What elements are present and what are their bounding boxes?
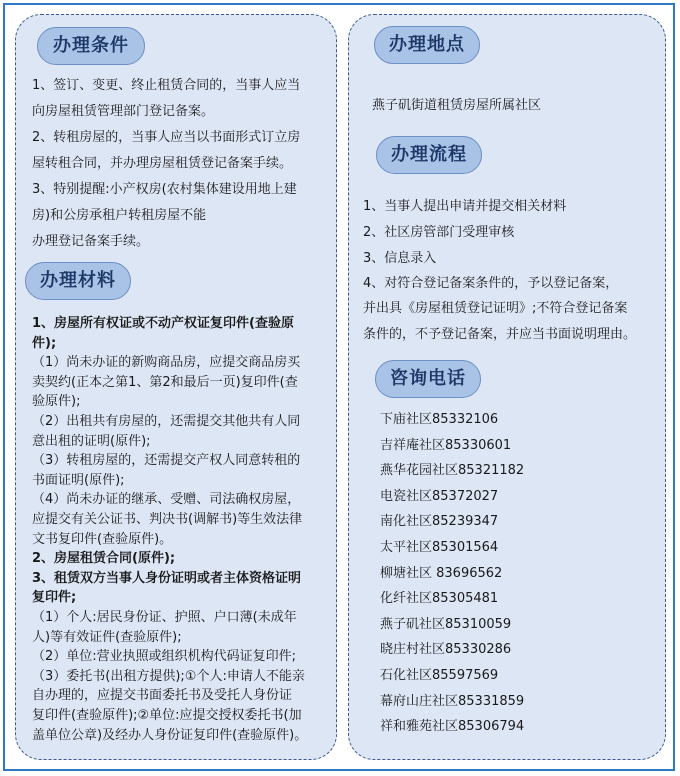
materials-line: 复印件; (32, 590, 77, 606)
phone-item: 电瓷社区85372027 (380, 488, 499, 504)
conditions-line: 办理登记备案手续。 (32, 234, 150, 249)
process-line: 并出具《房屋租赁登记证明》;不符合登记备案 (363, 301, 628, 316)
materials-line: 卖契约(正本之第1、第2和最后一页)复印件(查 (32, 374, 298, 390)
materials-line: 自办理的，应提交书面委托书及受托人身份证 (32, 688, 293, 704)
phone-item: 吉祥庵社区85330601 (380, 437, 512, 453)
process-line: 4、对符合登记备案条件的，予以登记备案， (363, 276, 619, 291)
phone-item: 燕华花园社区85321182 (380, 463, 525, 479)
materials-heading: 办理材料 (25, 262, 131, 300)
materials-line: 意出租的证明(原件); (32, 433, 151, 449)
phones-heading: 咨询电话 (375, 360, 481, 398)
phone-item: 晓庄村社区85330286 (380, 642, 512, 658)
phone-item: 石化社区85597569 (380, 668, 499, 683)
materials-line: （4）尚未办证的继承、受赠、司法确权房屋， (32, 492, 301, 508)
conditions-heading: 办理条件 (37, 27, 145, 65)
materials-line: （2）出租共有房屋的，还需提交其他共有人同 (32, 414, 301, 429)
conditions-line: 房)和公房承租户转租房屋不能 (32, 208, 207, 223)
materials-line: 复印件(查验原件);②单位:应提交授权委托书(加 (32, 708, 302, 723)
materials-line: 件); (32, 335, 57, 351)
conditions-line: 屋转租合同，并办理房屋租赁登记备案手续。 (32, 156, 293, 171)
phone-item: 幕府山庄社区85331859 (380, 693, 525, 709)
materials-line: 文书复印件(查验原件)。 (32, 531, 173, 547)
materials-line: （1）尚未办证的新购商品房，应提交商品房买 (32, 355, 301, 371)
phone-item: 南化社区85239347 (380, 514, 499, 530)
phone-item: 祥和雅苑社区85306794 (380, 719, 525, 735)
materials-line: （3）转租房屋的，还需提交产权人同意转租的 (32, 453, 301, 469)
materials-line: 书面证明(原件); (32, 472, 125, 488)
phone-item: 柳塘社区 83696562 (380, 565, 503, 581)
materials-line: 人)等有效证件(查验原件); (32, 629, 182, 645)
materials-line: （3）委托书(出租方提供);①个人:申请人不能亲 (32, 668, 305, 684)
process-line: 1、当事人提出申请并提交相关材料 (363, 199, 567, 214)
materials-line: 验原件); (32, 394, 81, 410)
conditions-line: 1、签订、变更、终止租赁合同的，当事人应当 (32, 78, 301, 93)
materials-line: 2、房屋租赁合同(原件); (32, 551, 176, 567)
materials-line: （2）单位:营业执照或组织机构代码证复印件; (32, 649, 297, 665)
phone-item: 燕子矶社区85310059 (380, 616, 512, 632)
phone-item: 化纤社区85305481 (380, 591, 499, 607)
process-heading: 办理流程 (376, 136, 482, 174)
materials-line: 应提交有关公证书、判决书(调解书)等生效法律 (32, 512, 303, 527)
materials-line: 盖单位公章)及经办人身份证复印件(查验原件)。 (32, 727, 308, 743)
phone-item: 太平社区85301564 (380, 540, 499, 555)
materials-line: 3、租赁双方当事人身份证明或者主体资格证明 (32, 570, 302, 586)
phone-item: 下庙社区85332106 (380, 412, 499, 427)
process-line: 3、信息录入 (363, 251, 437, 266)
process-line: 2、社区房管部门受理审核 (363, 225, 515, 240)
conditions-line: 2、转租房屋的，当事人应当以书面形式订立房 (32, 130, 301, 145)
process-line: 条件的，不予登记备案，并应当书面说明理由。 (363, 327, 637, 342)
conditions-line: 向房屋租赁管理部门登记备案。 (32, 104, 215, 119)
location-text: 燕子矶街道租赁房屋所属社区 (372, 98, 542, 113)
location-heading: 办理地点 (374, 26, 480, 64)
materials-line: （1）个人:居民身份证、护照、户口薄(未成年 (32, 610, 297, 625)
materials-line: 1、房屋所有权证或不动产权证复印件(查验原 (32, 316, 294, 331)
conditions-line: 3、特别提醒:小产权房(农村集体建设用地上建 (32, 182, 297, 197)
